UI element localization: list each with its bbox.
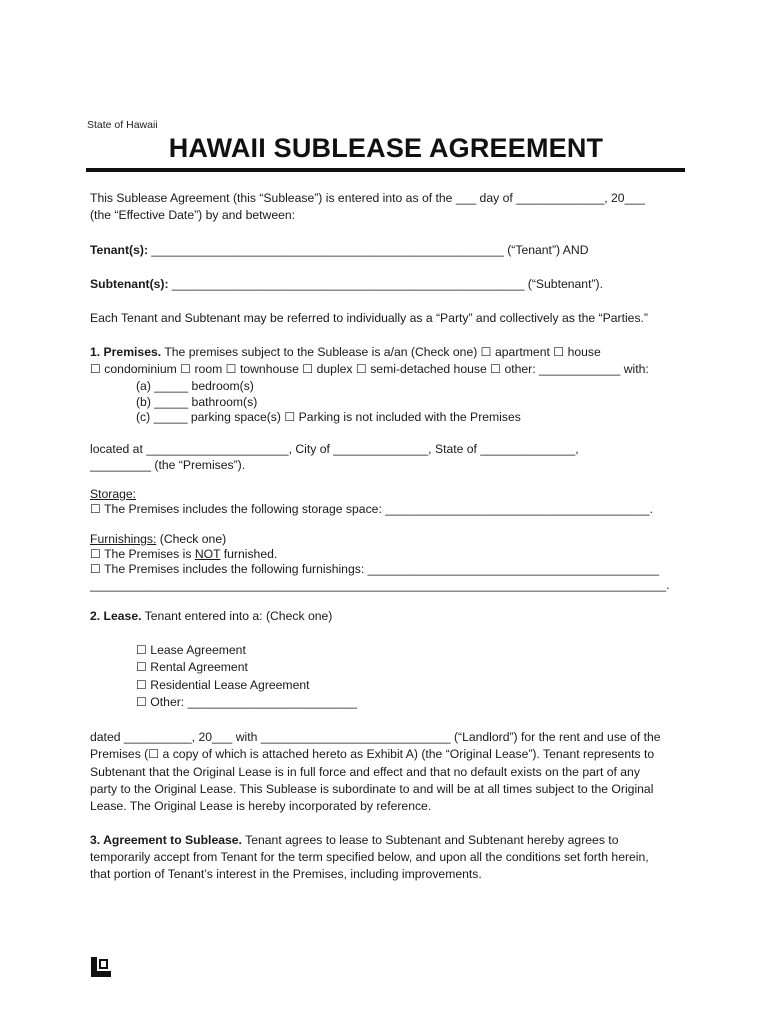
storage-heading: Storage: [90,487,137,501]
parties-definition: Each Tenant and Subtenant may be referred to individually as a “Party” and collectively as the “Parties.” [90,311,648,325]
premises-item-parking: (c) _____ parking space(s) ☐ Parking is not included with the Premises [136,410,521,424]
state-label: State of Hawaii [87,119,158,131]
document-title: HAWAII SUBLEASE AGREEMENT [168,133,604,163]
agreement-text: Tenant agrees to lease to Subtenant and Subtenant hereby agrees to [241,833,619,847]
premises-heading: 1. Premises. [90,345,162,359]
subtenant-label: Subtenant(s): [90,277,169,291]
intro-line-2: (the “Effective Date”) by and between: [90,208,296,222]
storage-line: ☐ The Premises includes the following storage space: _______________________________________. [90,502,653,516]
premises-item-bathrooms: (b) _____ bathroom(s) [136,395,258,409]
premises-line-2: ☐ condominium ☐ room ☐ townhouse ☐ duplex ☐ semi-detached house ☐ other: ____________ with: [90,362,649,376]
agreement-line-1 [90,833,618,848]
lease-instruction: Tenant entered into a: (Check one) [141,609,333,623]
furnishings-heading-line [90,532,226,547]
furnishings-continuation: _____________________________________________________________________________________. [90,578,670,592]
lease-paragraph-line: party to the Original Lease. This Sublease is subordinate to and will be at all times subject to the Original [90,782,654,796]
furnishings-heading: Furnishings: [90,532,157,546]
lease-paragraph-line: dated __________, 20___ with ____________________________ (“Landlord”) for the rent and use of the [90,730,661,744]
not-emphasis: NOT [194,547,221,561]
document-logo-icon [90,956,112,978]
lease-paragraph-line: Lease. The Original Lease is hereby incorporated by reference. [90,799,432,813]
lease-paragraph-line: Subtenant that the Original Lease is in full force and effect and that no default exists on the part of any [90,765,640,779]
lease-option: ☐ Other: _________________________ [136,695,358,709]
tenant-label: Tenant(s): [90,243,148,257]
lease-heading: 2. Lease. [90,609,142,623]
furnishings-instruction: (Check one) [156,532,227,546]
tenant-field: ____________________________________________________ (“Tenant”) AND [148,243,589,257]
not-furnished-prefix: ☐ The Premises is [90,547,195,561]
agreement-line-3: that portion of Tenant’s interest in the Premises, including improvements. [90,867,482,881]
subtenant-field: ____________________________________________________ (“Subtenant”). [168,277,603,291]
subtenant-line [90,277,603,292]
tenant-line [90,243,589,258]
premises-item-bedrooms: (a) _____ bedroom(s) [136,379,254,393]
lease-heading-line [90,609,332,624]
location-line-2: _________ (the “Premises”). [90,458,246,472]
premises-type-options: The premises subject to the Sublease is a/an (Check one) ☐ apartment ☐ house [161,345,601,359]
lease-option: ☐ Lease Agreement [136,643,246,657]
lease-option: ☐ Residential Lease Agreement [136,678,310,692]
agreement-line-2: temporarily accept from Tenant for the term specified below, and upon all the conditions set forth herein, [90,850,649,864]
not-furnished-suffix: furnished. [220,547,278,561]
location-line-1: located at _____________________, City of ______________, State of ______________, [90,442,579,456]
lease-paragraph-line: Premises (☐ a copy of which is attached hereto as Exhibit A) (the “Original Lease”). Tenant represents to [90,747,655,761]
not-furnished-option [90,547,277,562]
lease-option: ☐ Rental Agreement [136,660,248,674]
intro-line-1: This Sublease Agreement (this “Sublease”) is entered into as of the ___ day of _____________, 20___ [90,191,645,205]
furnishings-option: ☐ The Premises includes the following furnishings: ___________________________________________ [90,562,660,576]
title-divider [86,168,685,172]
agreement-heading: 3. Agreement to Sublease. [90,833,242,847]
premises-line-1 [90,345,601,360]
